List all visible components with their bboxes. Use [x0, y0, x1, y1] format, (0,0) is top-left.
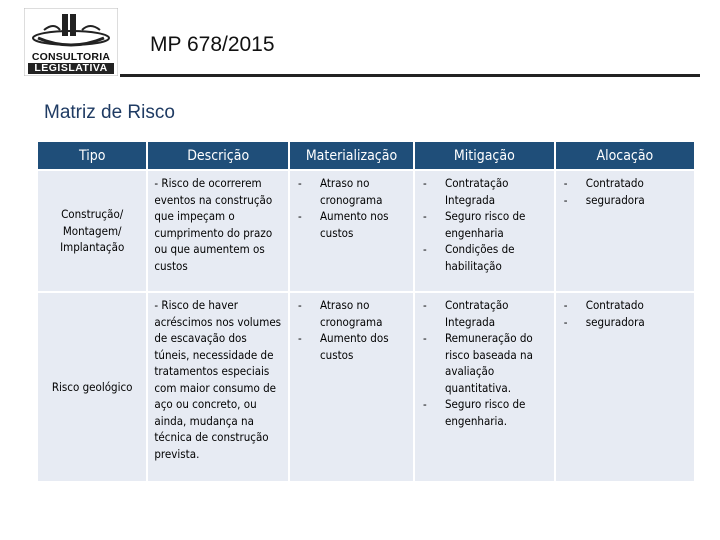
column-header-materializacao: Materialização	[290, 142, 415, 169]
consultoria-legislativa-logo	[24, 8, 118, 76]
list-item: - Contratado	[562, 175, 688, 192]
cell-materializacao	[290, 169, 415, 291]
table-row	[38, 291, 694, 481]
cell-mitigacao	[415, 169, 556, 291]
list-item: - Atraso no cronograma	[296, 297, 407, 330]
table-row	[38, 169, 694, 291]
column-header-mitigacao: Mitigação	[415, 142, 556, 169]
list-item: - Condições de habilitação	[421, 241, 548, 274]
logo-text-line2: LEGISLATIVA	[34, 62, 108, 74]
cell-mitigacao	[415, 291, 556, 481]
list-item: - Aumento dos custos	[296, 330, 407, 363]
section-title: Matriz de Risco	[44, 102, 175, 123]
list-item: - Contratado	[562, 297, 688, 314]
column-header-tipo: Tipo	[38, 142, 148, 169]
cell-tipo: Risco geológico	[38, 291, 148, 481]
cell-materializacao	[290, 291, 415, 481]
list-item: - Contratação Integrada	[421, 297, 548, 330]
risk-matrix-table	[38, 142, 694, 481]
column-header-descricao: Descrição	[148, 142, 290, 169]
cell-alocacao	[556, 291, 694, 481]
header-divider	[120, 74, 700, 77]
cell-alocacao	[556, 169, 694, 291]
list-item: - Seguro risco de engenharia	[421, 208, 548, 241]
cell-descricao: - Risco de ocorrerem eventos na construção que impeçam o cumprimento do prazo ou que aumentem os custos	[148, 169, 290, 291]
list-item: - seguradora	[562, 192, 688, 209]
list-item: - Atraso no cronograma	[296, 175, 407, 208]
cell-tipo: Construção/ Montagem/ Implantação	[38, 169, 148, 291]
list-item: - seguradora	[562, 314, 688, 331]
list-item: - Seguro risco de engenharia.	[421, 396, 548, 429]
table-header-row	[38, 142, 694, 169]
column-header-alocacao: Alocação	[556, 142, 694, 169]
list-item: - Remuneração do risco baseada na avaliação quantitativa.	[421, 330, 548, 396]
logo-text-line1: CONSULTORIA	[31, 51, 111, 63]
cell-descricao: - Risco de haver acréscimos nos volumes de escavação dos túneis, necessidade de tratamentos especiais com maior consumo de aço ou concreto, ou ainda, mudança na técnica de construção prevista.	[148, 291, 290, 481]
list-item: - Contratação Integrada	[421, 175, 548, 208]
list-item: - Aumento nos custos	[296, 208, 407, 241]
slide-title: MP 678/2015	[150, 33, 275, 56]
